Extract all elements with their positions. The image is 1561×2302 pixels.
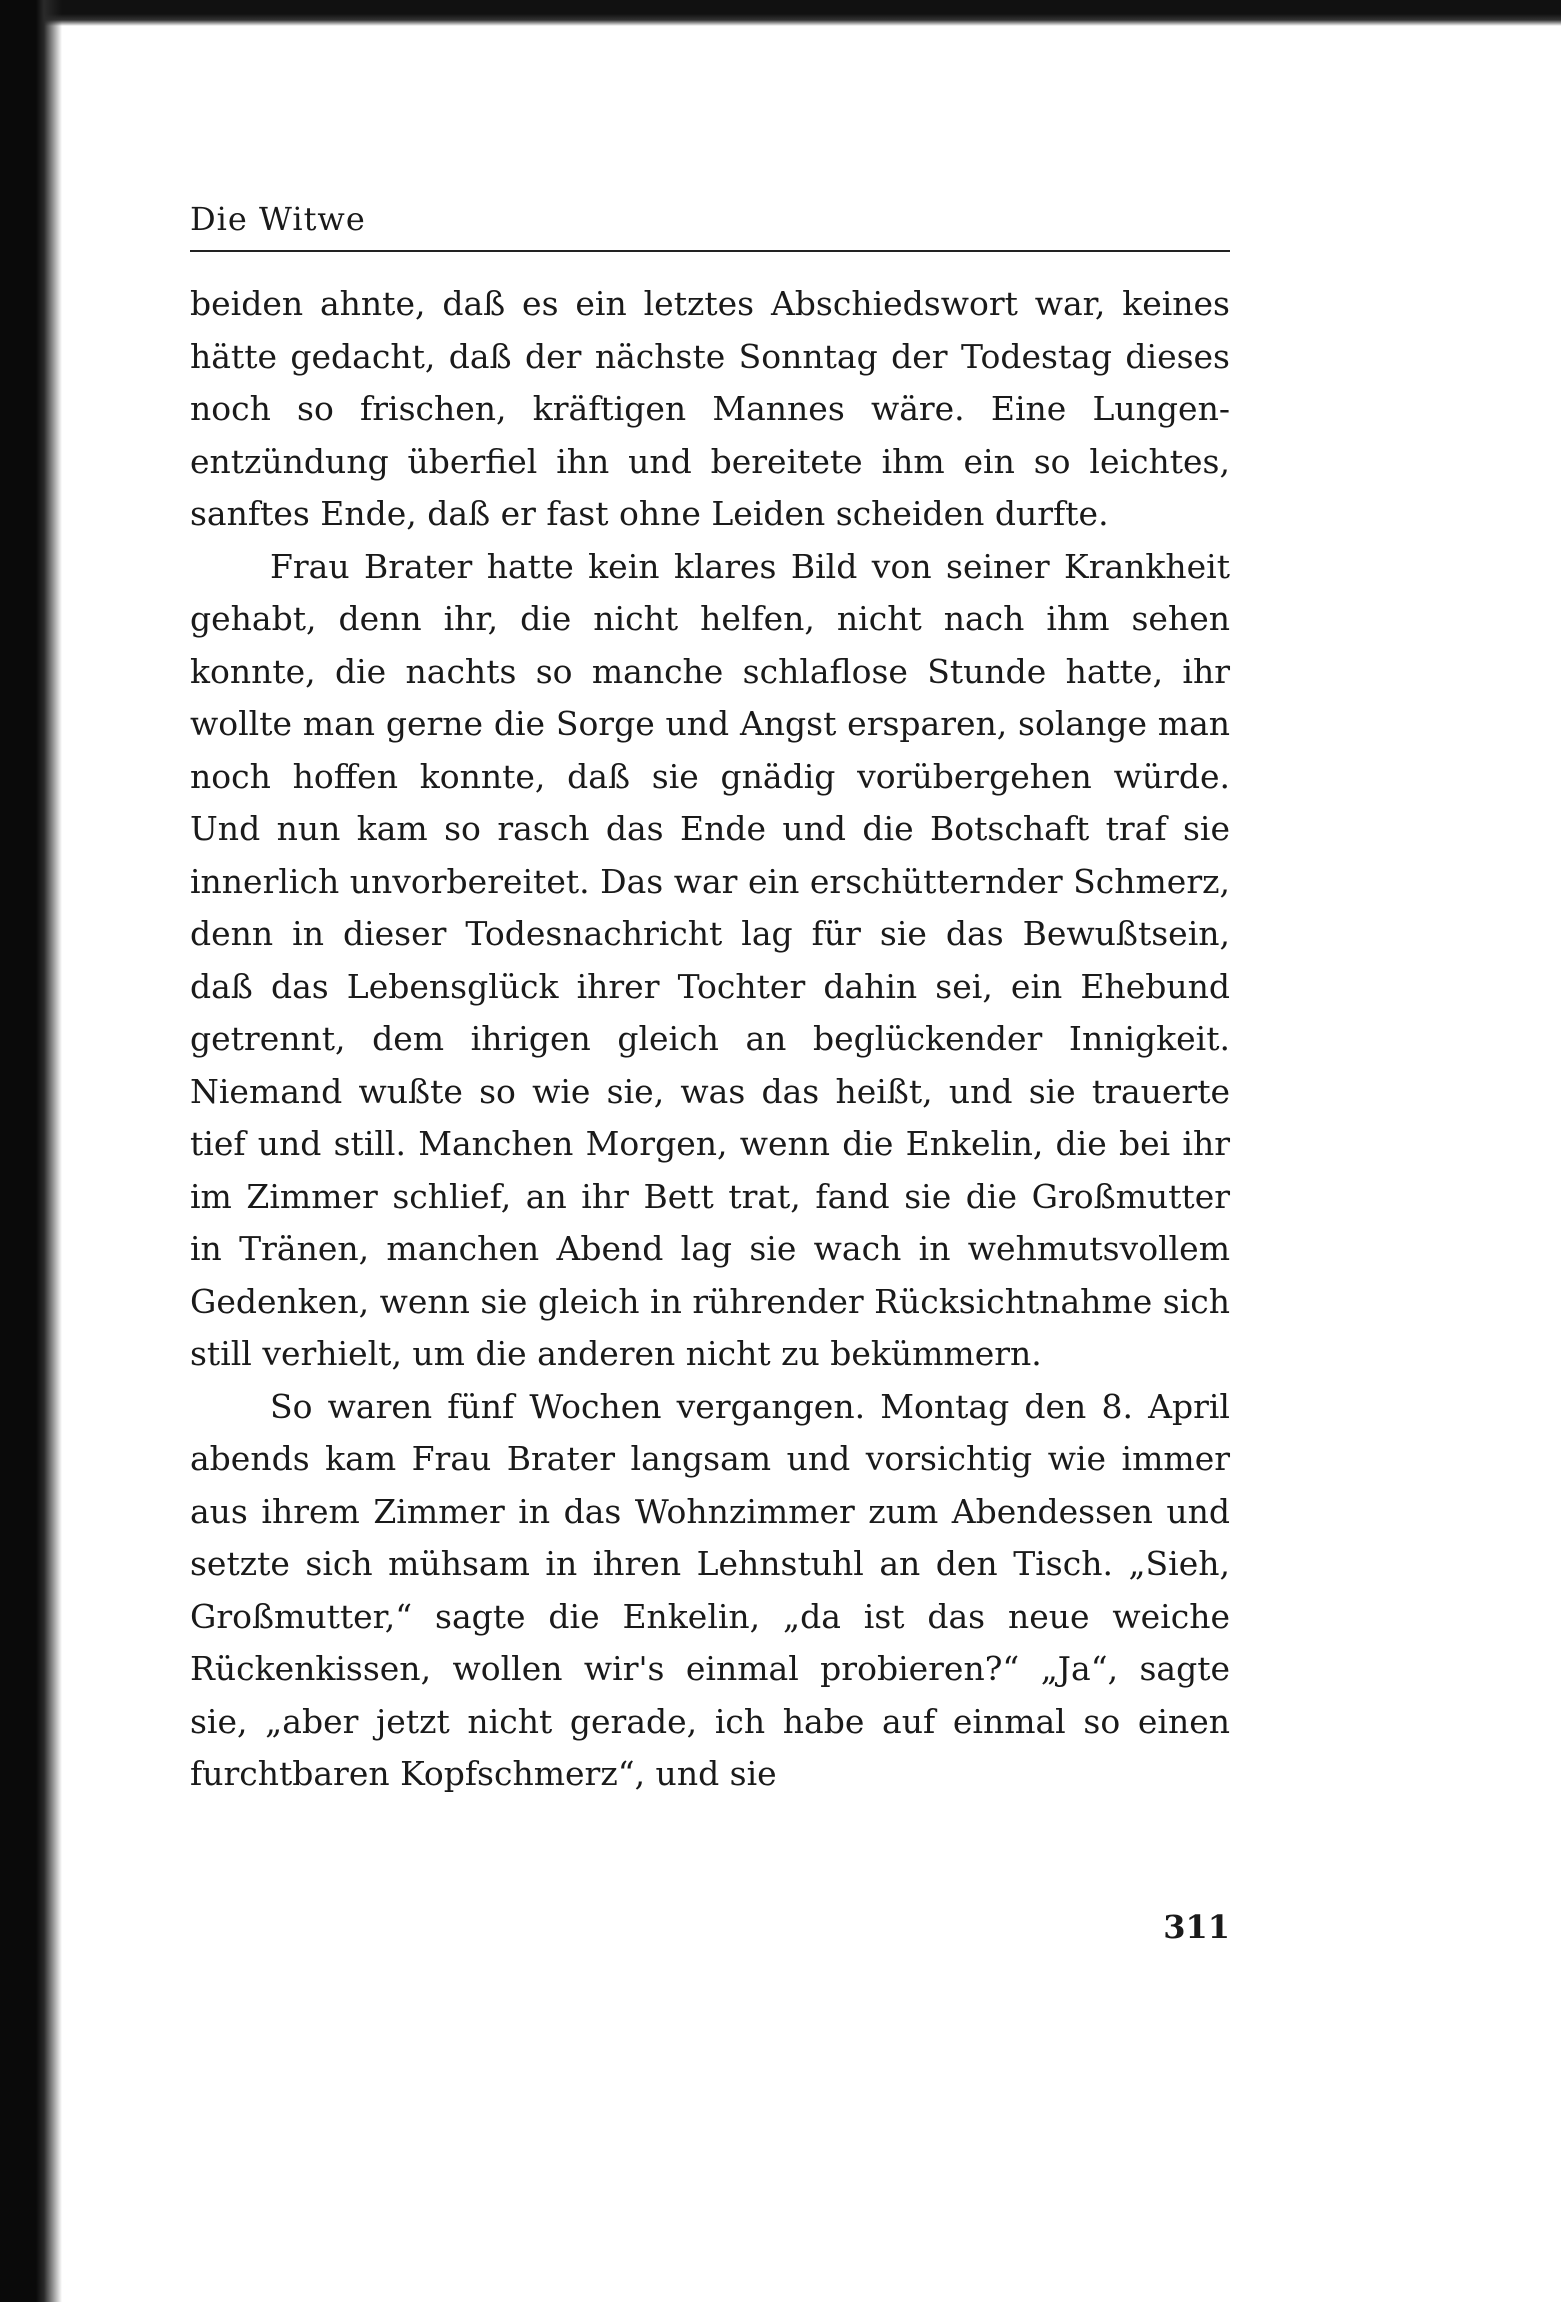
- paragraph: Frau Brater hatte kein klares Bild von seiner Krankheit gehabt, denn ihr, die nicht helfen, nicht nach ihm sehen konnte, die nachts so manche schlaflose Stunde hatte, ihr wollte man gerne die Sorge und Angst ersparen, solange man noch hoffen konnte, daß sie gnädig vorübergehen würde. Und nun kam so rasch das Ende und die Botschaft traf sie innerlich unvorbereitet. Das war ein erschütternder Schmerz, denn in dieser Todesnachricht lag für sie das Bewußtsein, daß das Lebensglück ihrer Tochter dahin sei, ein Ehebund getrennt, dem ihrigen gleich an beglückender Innigkeit. Niemand wußte so wie sie, was das heißt, und sie trauerte tief und still. Manchen Morgen, wenn die Enkelin, die bei ihr im Zimmer schlief, an ihr Bett trat, fand sie die Großmutter in Tränen, manchen Abend lag sie wach in wehmutsvollem Gedenken, wenn sie gleich in rührender Rücksichtnahme sich still verhielt, um die anderen nicht zu bekümmern.: [190, 546, 1230, 1373]
- page-number: 311: [1163, 1908, 1230, 1946]
- running-head: Die Witwe: [190, 200, 1230, 252]
- paragraph-continuation: beiden ahnte, daß es ein letztes Abschiedswort war, keines hätte gedacht, daß der nächste Sonntag der Todestag dieses noch so frischen, kräftigen Mannes wäre. Eine Lungenentzündung überfiel ihn und bereitete ihm ein so leichtes, sanftes Ende, daß er fast ohne Leiden scheiden durfte.: [190, 284, 1230, 533]
- scan-top-edge: [0, 0, 1561, 26]
- scan-binding-edge: [0, 0, 62, 2302]
- book-page: [190, 200, 1230, 1946]
- paragraph: So waren fünf Wochen vergangen. Montag den 8. April abends kam Frau Brater langsam und vorsichtig wie immer aus ihrem Zimmer in das Wohnzimmer zum Abendessen und setzte sich mühsam in ihren Lehnstuhl an den Tisch. „Sieh, Großmutter,“ sagte die Enkelin, „da ist das neue weiche Rückenkissen, wollen wir's einmal probieren?“ „Ja“, sagte sie, „aber jetzt nicht gerade, ich habe auf einmal so einen furchtbaren Kopfschmerz“, und sie: [190, 1386, 1230, 1793]
